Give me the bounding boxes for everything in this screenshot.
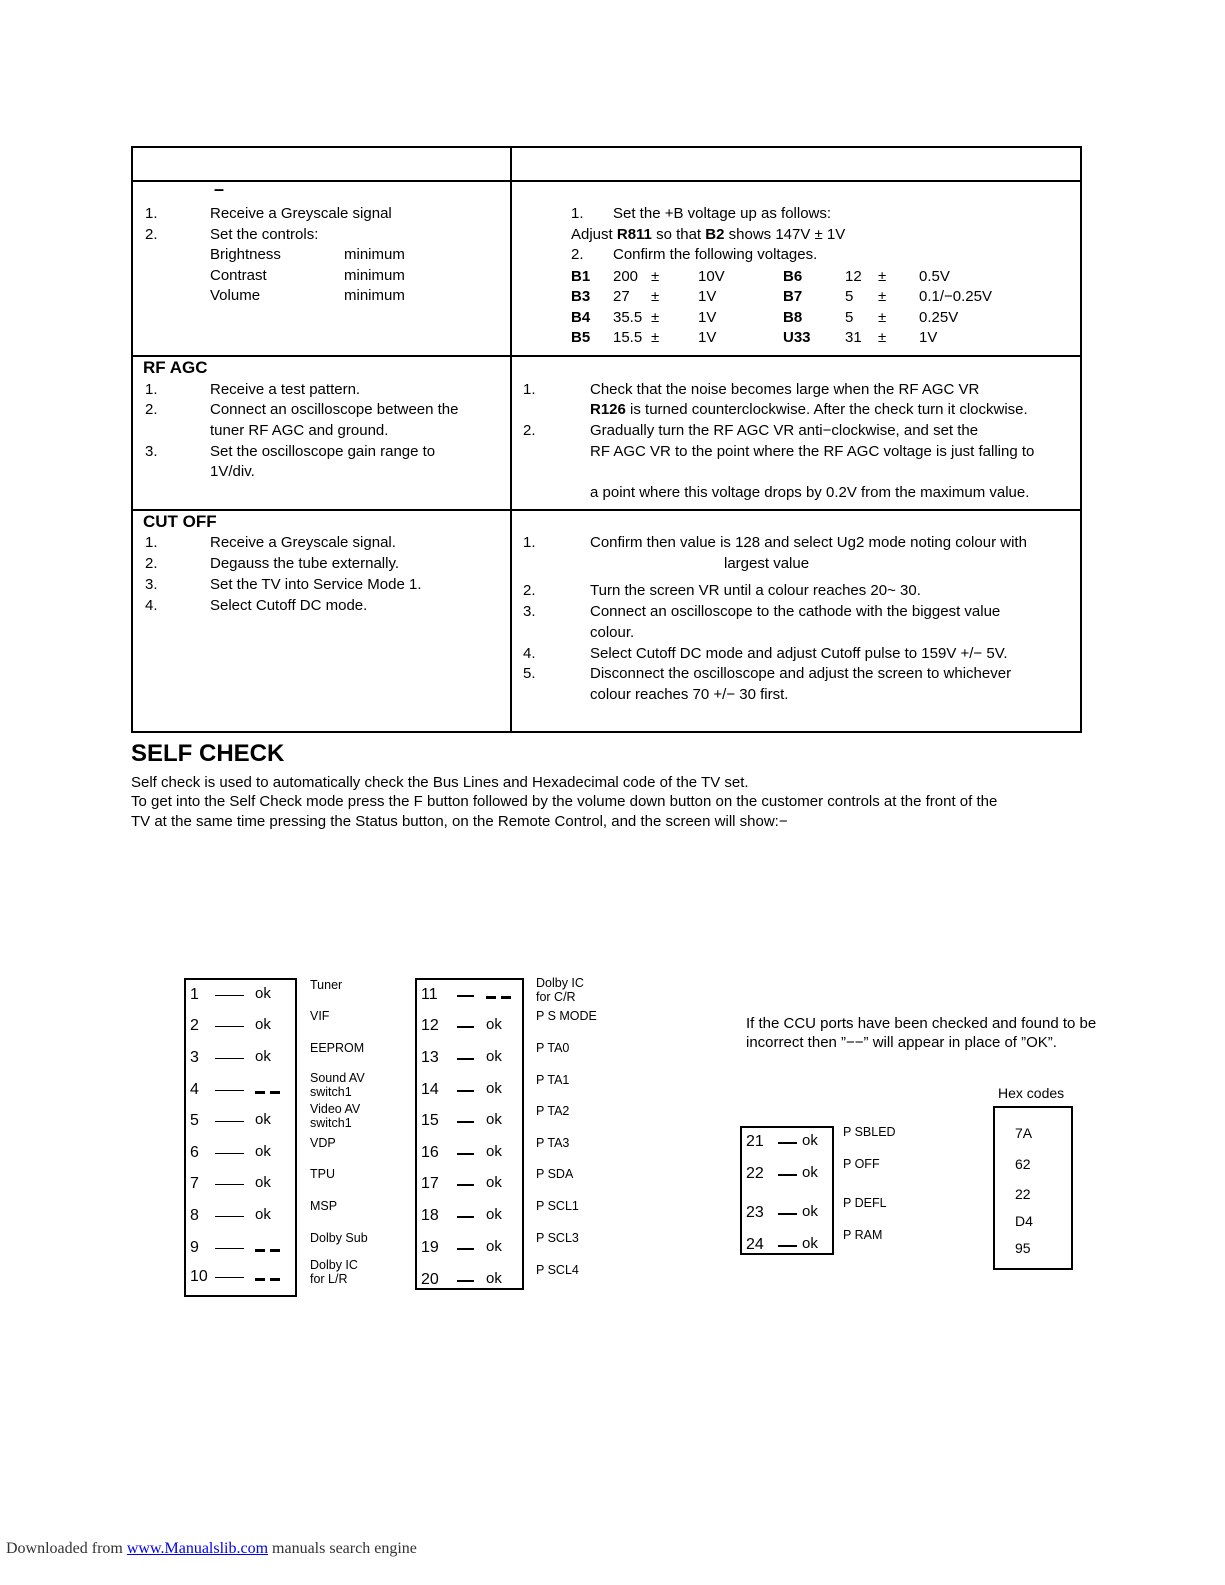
step-text: Set the controls: xyxy=(210,226,319,243)
control-value: minimum xyxy=(344,267,405,284)
port-number: 13 xyxy=(421,1049,439,1066)
dash-line xyxy=(215,995,244,996)
port-status-ok: ok xyxy=(486,1080,502,1097)
port-status-ok: ok xyxy=(255,1111,271,1128)
table-divider xyxy=(131,355,1082,357)
step-text: 1V/div. xyxy=(210,463,255,480)
ccu-note-line: If the CCU ports have been checked and found to be xyxy=(746,1015,1097,1032)
step-text: Check that the noise becomes large when the RF AGC VR xyxy=(590,381,980,398)
step-number: 2. xyxy=(523,422,536,439)
port-label: P RAM xyxy=(843,1228,883,1242)
table-border-bottom xyxy=(131,731,1082,733)
port-number: 22 xyxy=(746,1165,764,1182)
voltage-value: 31 xyxy=(845,329,862,346)
table-divider xyxy=(131,180,1082,182)
voltage-label: B8 xyxy=(783,309,803,326)
step-text: Connect an oscilloscope between the xyxy=(210,401,459,418)
table-divider xyxy=(131,509,1082,511)
port-status-ok: ok xyxy=(486,1016,502,1033)
step-number: 1. xyxy=(145,205,158,222)
voltage-tolerance: 0.1/−0.25V xyxy=(919,288,992,305)
control-value: minimum xyxy=(344,246,405,263)
port-number: 16 xyxy=(421,1144,439,1161)
dash-line xyxy=(457,1153,474,1155)
voltage-value: 27 xyxy=(613,288,630,305)
port-label: Dolby IC xyxy=(536,976,584,990)
port-label: P TA2 xyxy=(536,1104,570,1118)
port-number: 21 xyxy=(746,1133,764,1150)
step-text: Connect an oscilloscope to the cathode with the biggest value xyxy=(590,603,1001,620)
port-status-ok: ok xyxy=(486,1111,502,1128)
port-label: VDP xyxy=(310,1136,336,1150)
dash-line xyxy=(215,1026,244,1027)
voltage-tolerance: 1V xyxy=(698,288,717,305)
plus-minus: ± xyxy=(651,329,660,346)
plus-minus: ± xyxy=(878,309,887,326)
port-status-ok: ok xyxy=(802,1235,818,1252)
fail-dash xyxy=(255,1278,265,1281)
step-number: 4. xyxy=(145,597,158,614)
port-number: 14 xyxy=(421,1081,439,1098)
voltage-tolerance: 0.5V xyxy=(919,268,950,285)
footer-suffix: manuals search engine xyxy=(268,1540,417,1557)
step-text: Set the TV into Service Mode 1. xyxy=(210,576,422,593)
port-status-ok: ok xyxy=(486,1206,502,1223)
port-number: 19 xyxy=(421,1239,439,1256)
port-status-ok: ok xyxy=(255,1206,271,1223)
step-text: R126 is turned counterclockwise. After the check turn it clockwise. xyxy=(590,401,1028,418)
step-number: 1. xyxy=(145,381,158,398)
step-number: 2. xyxy=(145,401,158,418)
dash-line xyxy=(457,1090,474,1092)
fail-dash xyxy=(270,1278,280,1281)
control-name: Volume xyxy=(210,287,261,304)
dash-line xyxy=(215,1277,244,1278)
voltage-label: B1 xyxy=(571,268,591,285)
voltage-label: B7 xyxy=(783,288,803,305)
port-status-ok: ok xyxy=(486,1238,502,1255)
step-text: Disconnect the oscilloscope and adjust the screen to whichever xyxy=(590,665,1012,682)
voltage-label: B6 xyxy=(783,268,803,285)
section-title-rf-agc: RF AGC xyxy=(143,358,208,377)
step-number: 2. xyxy=(523,582,536,599)
dash-line xyxy=(457,1184,474,1186)
port-label: Dolby Sub xyxy=(310,1231,368,1245)
port-number: 12 xyxy=(421,1017,439,1034)
port-status-ok: ok xyxy=(255,985,271,1002)
self-check-paragraph-line: To get into the Self Check mode press the F button followed by the volume down button on the customer controls at the front of the xyxy=(131,793,998,810)
port-label: for L/R xyxy=(310,1272,348,1286)
port-label: P S MODE xyxy=(536,1009,597,1023)
port-number: 4 xyxy=(190,1081,199,1098)
voltage-value: 200 xyxy=(613,268,639,285)
dash-line xyxy=(215,1153,244,1154)
voltage-value: 35.5 xyxy=(613,309,643,326)
port-status-ok: ok xyxy=(486,1270,502,1287)
port-number: 6 xyxy=(190,1144,199,1161)
dash-line xyxy=(778,1142,797,1144)
hex-codes-title: Hex codes xyxy=(998,1085,1065,1101)
dash-line xyxy=(215,1184,244,1185)
voltage-tolerance: 1V xyxy=(919,329,938,346)
port-label: Tuner xyxy=(310,978,343,992)
table-border-left xyxy=(131,146,133,733)
port-number: 1 xyxy=(190,986,199,1003)
dash-line xyxy=(215,1121,244,1122)
plus-minus: ± xyxy=(878,329,887,346)
port-label: VIF xyxy=(310,1009,330,1023)
step-number: 2. xyxy=(571,246,584,263)
step-text: Confirm the following voltages. xyxy=(613,246,818,263)
port-status-ok: ok xyxy=(486,1174,502,1191)
step-number: 5. xyxy=(523,665,536,682)
port-label: P DEFL xyxy=(843,1196,887,1210)
port-number: 3 xyxy=(190,1049,199,1066)
fail-dash xyxy=(255,1249,265,1252)
port-label: P TA1 xyxy=(536,1073,570,1087)
adjust-instruction: Adjust R811 so that B2 shows 147V ± 1V xyxy=(571,226,846,243)
dash-line xyxy=(457,1026,474,1028)
voltage-label: B5 xyxy=(571,329,591,346)
voltage-value: 12 xyxy=(845,268,862,285)
step-text: Gradually turn the RF AGC VR anti−clockwise, and set the xyxy=(590,422,979,439)
voltage-tolerance: 1V xyxy=(698,309,717,326)
port-status-ok: ok xyxy=(486,1143,502,1160)
step-number: 3. xyxy=(145,576,158,593)
dash-line xyxy=(215,1248,244,1249)
port-label: P SBLED xyxy=(843,1125,896,1139)
step-number: 1. xyxy=(523,381,536,398)
plus-minus: ± xyxy=(651,288,660,305)
plus-minus: ± xyxy=(878,288,887,305)
step-text: colour reaches 70 +/− 30 first. xyxy=(590,686,789,703)
row1-marker: – xyxy=(214,179,225,199)
port-status-ok: ok xyxy=(255,1174,271,1191)
port-label: switch1 xyxy=(310,1085,352,1099)
port-label: P OFF xyxy=(843,1157,880,1171)
table-border-right xyxy=(1080,146,1082,733)
self-check-title: SELF CHECK xyxy=(131,740,285,767)
step-text: largest value xyxy=(724,555,810,572)
dash-line xyxy=(215,1090,244,1091)
port-status-ok: ok xyxy=(255,1143,271,1160)
control-value: minimum xyxy=(344,287,405,304)
step-number: 2. xyxy=(145,555,158,572)
step-text: a point where this voltage drops by 0.2V from the maximum value. xyxy=(590,484,1030,501)
port-label: switch1 xyxy=(310,1116,352,1130)
fail-dash xyxy=(501,996,511,999)
fail-dash xyxy=(255,1091,265,1094)
step-text: RF AGC VR to the point where the RF AGC voltage is just falling to xyxy=(590,443,1035,460)
port-number: 8 xyxy=(190,1207,199,1224)
step-text: Confirm then value is 128 and select Ug2 mode noting colour with xyxy=(590,534,1027,551)
plus-minus: ± xyxy=(651,309,660,326)
step-number: 1. xyxy=(145,534,158,551)
table-border-top xyxy=(131,146,1082,148)
port-label: for C/R xyxy=(536,990,576,1004)
port-label: Sound AV xyxy=(310,1071,365,1085)
step-number: 3. xyxy=(145,443,158,460)
step-number: 3. xyxy=(523,603,536,620)
fail-dash xyxy=(270,1091,280,1094)
control-name: Brightness xyxy=(210,246,281,263)
port-number: 10 xyxy=(190,1268,208,1285)
fail-dash xyxy=(486,996,496,999)
dash-line xyxy=(457,995,474,997)
port-status-ok: ok xyxy=(255,1016,271,1033)
step-text: Set the oscilloscope gain range to xyxy=(210,443,436,460)
port-label: MSP xyxy=(310,1199,338,1213)
step-text: colour. xyxy=(590,624,635,641)
step-text: Receive a Greyscale signal xyxy=(210,205,392,222)
dash-line xyxy=(457,1216,474,1218)
port-number: 18 xyxy=(421,1207,439,1224)
dash-line xyxy=(778,1213,797,1215)
port-number: 9 xyxy=(190,1239,199,1256)
port-label: P SCL1 xyxy=(536,1199,579,1213)
hex-code: 7A xyxy=(1015,1125,1033,1141)
dash-line xyxy=(457,1248,474,1250)
port-number: 20 xyxy=(421,1271,439,1288)
step-text: Receive a test pattern. xyxy=(210,381,361,398)
footer-prefix: Downloaded from xyxy=(6,1540,127,1557)
voltage-value: 15.5 xyxy=(613,329,643,346)
port-number: 2 xyxy=(190,1017,199,1034)
port-label: P TA0 xyxy=(536,1041,570,1055)
dash-line xyxy=(778,1245,797,1247)
voltage-label: U33 xyxy=(783,329,811,346)
port-number: 7 xyxy=(190,1175,199,1192)
section-title-cut-off: CUT OFF xyxy=(143,512,217,531)
port-label: P TA3 xyxy=(536,1136,570,1150)
footer xyxy=(6,1540,417,1558)
control-name: Contrast xyxy=(210,267,267,284)
ccu-note-line: incorrect then ”−−” will appear in place of ”OK”. xyxy=(746,1034,1057,1051)
voltage-label: B4 xyxy=(571,309,591,326)
port-status-ok: ok xyxy=(486,1048,502,1065)
port-label: Dolby IC xyxy=(310,1258,358,1272)
port-status-ok: ok xyxy=(255,1048,271,1065)
self-check-paragraph-line: TV at the same time pressing the Status button, on the Remote Control, and the screen will show:− xyxy=(131,813,788,830)
voltage-value: 5 xyxy=(845,309,854,326)
hex-code: D4 xyxy=(1015,1213,1033,1229)
voltage-tolerance: 1V xyxy=(698,329,717,346)
port-status-ok: ok xyxy=(802,1164,818,1181)
dash-line xyxy=(215,1216,244,1217)
step-text: Set the +B voltage up as follows: xyxy=(613,205,832,222)
step-number: 1. xyxy=(523,534,536,551)
port-number: 15 xyxy=(421,1112,439,1129)
port-status-ok: ok xyxy=(802,1203,818,1220)
port-number: 23 xyxy=(746,1204,764,1221)
port-number: 24 xyxy=(746,1236,764,1253)
port-status-ok: ok xyxy=(802,1132,818,1149)
step-text: Turn the screen VR until a colour reaches 20~ 30. xyxy=(590,582,921,599)
step-number: 2. xyxy=(145,226,158,243)
manualslib-link[interactable]: www.Manualslib.com xyxy=(126,1540,269,1557)
port-label: TPU xyxy=(310,1167,335,1181)
hex-code: 95 xyxy=(1015,1240,1031,1256)
hex-code: 62 xyxy=(1015,1156,1031,1172)
voltage-tolerance: 10V xyxy=(698,268,725,285)
step-text: Select Cutoff DC mode. xyxy=(210,597,368,614)
hex-codes-box xyxy=(993,1106,1073,1270)
port-label: P SCL3 xyxy=(536,1231,579,1245)
fail-dash xyxy=(270,1249,280,1252)
hex-code: 22 xyxy=(1015,1186,1031,1202)
step-text: Degauss the tube externally. xyxy=(210,555,400,572)
port-number: 11 xyxy=(421,986,438,1003)
step-number: 4. xyxy=(523,645,536,662)
step-text: Select Cutoff DC mode and adjust Cutoff pulse to 159V +/− 5V. xyxy=(590,645,1008,662)
step-number: 1. xyxy=(571,205,584,222)
dash-line xyxy=(457,1058,474,1060)
step-text: tuner RF AGC and ground. xyxy=(210,422,389,439)
voltage-value: 5 xyxy=(845,288,854,305)
dash-line xyxy=(457,1280,474,1282)
port-number: 5 xyxy=(190,1112,199,1129)
voltage-label: B3 xyxy=(571,288,591,305)
port-label: Video AV xyxy=(310,1102,361,1116)
table-column-divider xyxy=(510,146,512,733)
port-label: EEPROM xyxy=(310,1041,365,1055)
dash-line xyxy=(457,1121,474,1123)
dash-line xyxy=(215,1058,244,1059)
plus-minus: ± xyxy=(651,268,660,285)
step-text: Receive a Greyscale signal. xyxy=(210,534,396,551)
plus-minus: ± xyxy=(878,268,887,285)
dash-line xyxy=(778,1174,797,1176)
port-label: P SDA xyxy=(536,1167,574,1181)
self-check-paragraph-line: Self check is used to automatically check the Bus Lines and Hexadecimal code of the TV set. xyxy=(131,774,749,791)
voltage-tolerance: 0.25V xyxy=(919,309,959,326)
port-label: P SCL4 xyxy=(536,1263,579,1277)
port-number: 17 xyxy=(421,1175,439,1192)
